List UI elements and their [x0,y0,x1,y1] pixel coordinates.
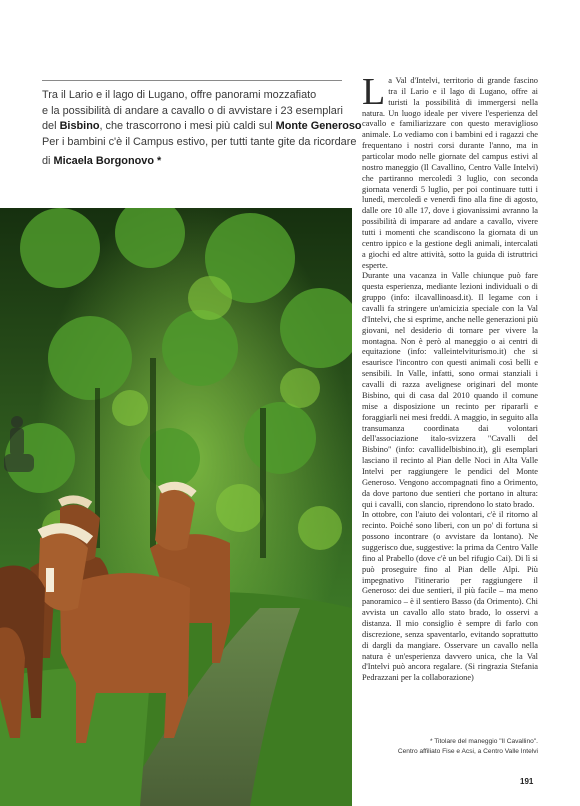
author-footnote [362,737,538,756]
intro-highlight-bisbino: Bisbino [59,120,100,133]
intro-line: Tra il Lario e il lago di Lugano, offre panorami mozzafiato [42,89,317,101]
intro-text: del [42,120,60,133]
article-paragraph: In ottobre, con l'aiuto dei volontari, c'è il ritorno al recinto. Poiché sono liberi, con un po' di fortuna si possono incontrare (o avvistare da lontano). Ne suggerisco due, suggestive: la prima da Centro Valle fino al Prabello (dove c'è un bel rifugio Cai). Di lì si può proseguire fino al Pian delle Alpi. Più impegnativo l'itinerario per raggiungere il Generoso: dei due sentieri, il più facile – ma meno panoramico – è il sentiero Basso (da Orimento). Chi avvista un cavallo allo stato brado, lo osservi a distanza. Il mio consiglio è sempre di farlo con discrezione, senza spaventarlo, evitando soprattutto di dargli da mangiare. Osservare un cavallo nella natura è un'esperienza davvero unica, che la Val d'Intelvi può ancora regalare. (Si ringrazia Stefania Pedrazzani per la collaborazione) [362,510,538,683]
byline-author: Micaela Borgonovo * [53,155,162,167]
intro-line: e la possibilità di andare a cavallo o di avvistare i 23 esemplari [42,104,343,117]
page-number: 191 [520,777,534,786]
intro-highlight-generoso: Monte Generoso [275,120,362,133]
article-intro [42,88,362,150]
paragraph-text: a Val d'Intelvi, territorio di grande fascino tra il Lario e il lago di Lugano, offre ai turisti la possibilità di immergersi nella natura. Un luogo ideale per vivere l'esperienza del cavallo e familiarizzare con questo meraviglioso animale. Lo vediamo con i bambini ed i ragazzi che frequentano i nostri corsi durante l'anno, ma in particolar modo nelle giornate del campus estivi al nostro maneggio (Il Cavallino, Centro Valle Intelvi) che partiranno mercoledì 3 luglio, con seconda giornata venerdì 5 luglio, per poi continuare tutti i lunedì, mercoledì e venerdì fino alla fine di agosto, dalle ore 10 alle 17, dove i giovanissimi avranno la possibilità di imparare ad andare a cavallo, vivere tutti i momenti che scandiscono la giornata di un centro ippico e la gestione degli animali, intercalati a giochi ed altre attività, sotto la guida di istruttrici esperte. [362,76,538,270]
article-paragraph [362,71,538,271]
article-paragraph: Durante una vacanza in Valle chiunque può fare questa esperienza, mediante lezioni individuali o di gruppo (info: ilcavallinoasd.it). Il legame con i cavalli fa stringere un'amicizia speciale con la Val d'Intelvi, che si esprime, anche nelle generazioni più giovani, nel desiderio di tornare per vivere la montagna. Non è però al maneggio o ai centri di equitazione (info: valleintelviturismo.it) che si esaurisce l'incontro con questi animali così belli e sensibili. In Valle, infatti, sono ormai stanziali i cavalli di razza avelignese originari del monte Bisbino, qui di casa dal 2010 quando il comune mise a disposizione un recinto per ripararli e foraggiarli nei mesi freddi. A maggio, in seguito alla transumanza coordinata dai volontari dell'associazione italo-svizzera "Cavalli del Bisbino" (info: cavallidelbisbino.it), gli esemplari lasciano il recinto al Pian delle Noci in Alta Valle Intelvi per raggiungere le pendici del Monte Generoso. Vengono accompagnati fino a Orimento, da dove partono due sentieri che portano in altura: qui i cavalli, con slancio, riprendono lo stato brado. [362,271,538,509]
drop-cap: L [362,71,386,113]
intro-text: , che trascorrono i mesi più caldi sul [99,120,276,133]
article-body [362,71,538,684]
byline-prefix: di [42,155,54,167]
horses-photo [0,208,352,806]
horses-forest-illustration [0,208,352,806]
header-rule [42,80,342,81]
byline [42,155,161,167]
intro-line: Per i bambini c'è il Campus estivo, per tutti tante gite da ricordare [42,135,357,148]
footnote-line: * Titolare del maneggio "Il Cavallino". [429,738,538,745]
footnote-line: Centro affiliato Fise e Acsi, a Centro Valle Intelvi [397,747,538,755]
intro-line [42,119,362,135]
